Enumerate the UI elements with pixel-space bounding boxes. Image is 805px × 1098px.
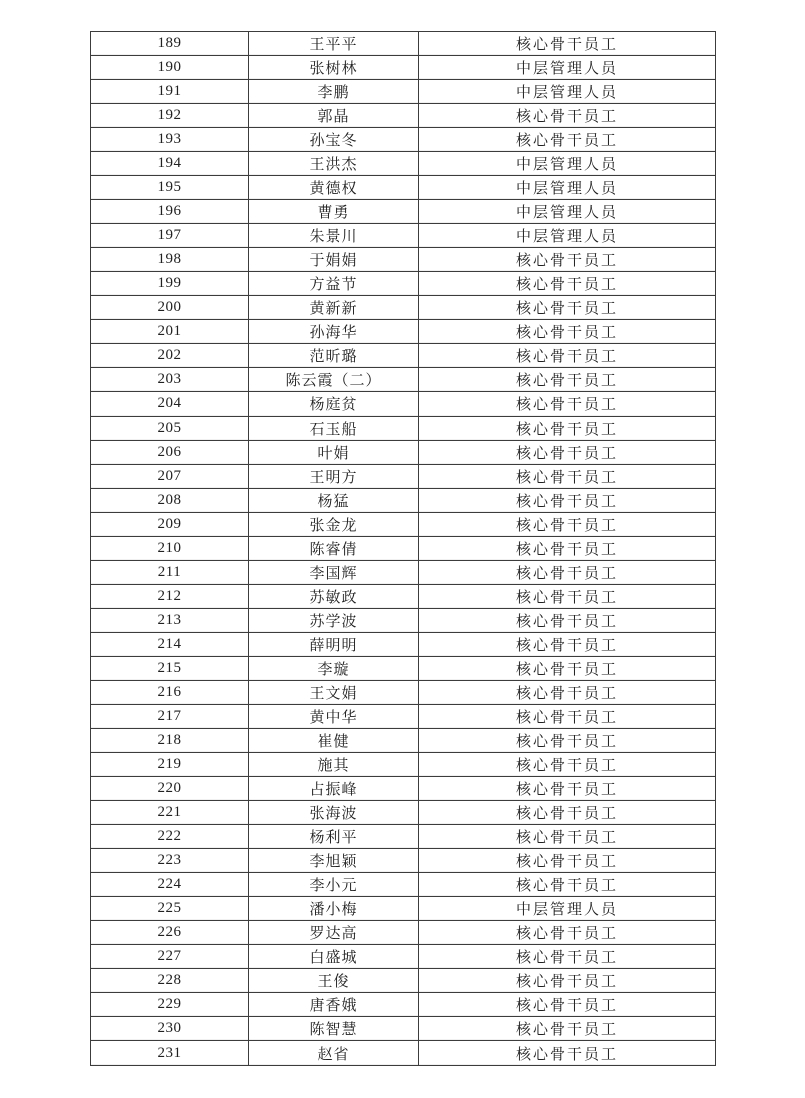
employee-name-cell: 陈睿倩 [249,536,419,560]
employee-category-cell: 中层管理人员 [419,224,716,248]
employee-name-cell: 方益节 [249,272,419,296]
employee-category-cell: 核心骨干员工 [419,849,716,873]
employee-category-cell: 核心骨干员工 [419,296,716,320]
row-number-cell: 193 [91,128,249,152]
employee-name-cell: 朱景川 [249,224,419,248]
table-row [91,200,716,224]
employee-name-cell: 张金龙 [249,512,419,536]
employee-category-cell: 中层管理人员 [419,176,716,200]
employee-category-cell: 核心骨干员工 [419,969,716,993]
row-number-cell: 206 [91,440,249,464]
employee-category-cell: 核心骨干员工 [419,320,716,344]
table-row [91,56,716,80]
employee-name-cell: 曹勇 [249,200,419,224]
row-number-cell: 199 [91,272,249,296]
table-row [91,536,716,560]
table-row [91,873,716,897]
employee-category-cell: 核心骨干员工 [419,728,716,752]
table-row [91,921,716,945]
row-number-cell: 194 [91,152,249,176]
employee-category-cell: 中层管理人员 [419,897,716,921]
employee-category-cell: 核心骨干员工 [419,464,716,488]
row-number-cell: 209 [91,512,249,536]
table-row [91,969,716,993]
table-row [91,776,716,800]
row-number-cell: 212 [91,584,249,608]
row-number-cell: 214 [91,632,249,656]
table-row [91,704,716,728]
table-row [91,320,716,344]
table-row [91,825,716,849]
table-row [91,849,716,873]
row-number-cell: 225 [91,897,249,921]
row-number-cell: 198 [91,248,249,272]
employee-name-cell: 王文娟 [249,680,419,704]
row-number-cell: 229 [91,993,249,1017]
employee-name-cell: 薛明明 [249,632,419,656]
employee-category-cell: 核心骨干员工 [419,608,716,632]
employee-name-cell: 崔健 [249,728,419,752]
row-number-cell: 223 [91,849,249,873]
employee-name-cell: 杨利平 [249,825,419,849]
employee-category-cell: 核心骨干员工 [419,584,716,608]
row-number-cell: 190 [91,56,249,80]
employee-category-cell: 核心骨干员工 [419,680,716,704]
table-row [91,945,716,969]
employee-name-cell: 罗达高 [249,921,419,945]
employee-name-cell: 黄中华 [249,704,419,728]
row-number-cell: 197 [91,224,249,248]
table-row [91,416,716,440]
table-row [91,464,716,488]
employee-name-cell: 石玉船 [249,416,419,440]
employee-category-cell: 核心骨干员工 [419,873,716,897]
employee-name-cell: 孙宝冬 [249,128,419,152]
table-row [91,176,716,200]
employee-category-cell: 中层管理人员 [419,56,716,80]
row-number-cell: 208 [91,488,249,512]
row-number-cell: 216 [91,680,249,704]
row-number-cell: 226 [91,921,249,945]
table-row [91,560,716,584]
employee-category-cell: 中层管理人员 [419,152,716,176]
employee-name-cell: 李旭颖 [249,849,419,873]
employee-category-cell: 核心骨干员工 [419,416,716,440]
table-row [91,680,716,704]
row-number-cell: 222 [91,825,249,849]
employee-name-cell: 于娟娟 [249,248,419,272]
employee-category-cell: 核心骨干员工 [419,752,716,776]
employee-name-cell: 郭晶 [249,104,419,128]
employee-name-cell: 赵省 [249,1041,419,1066]
table-row [91,224,716,248]
table-row [91,1041,716,1066]
employee-category-cell: 核心骨干员工 [419,825,716,849]
table-row [91,392,716,416]
employee-name-cell: 陈云霞（二） [249,368,419,392]
employee-category-cell: 核心骨干员工 [419,272,716,296]
employee-name-cell: 叶娟 [249,440,419,464]
employee-name-cell: 李鹏 [249,80,419,104]
employee-category-cell: 核心骨干员工 [419,1017,716,1041]
employee-name-cell: 苏敏政 [249,584,419,608]
row-number-cell: 201 [91,320,249,344]
employee-category-cell: 核心骨干员工 [419,656,716,680]
table-row [91,801,716,825]
employee-name-cell: 李小元 [249,873,419,897]
table-row [91,272,716,296]
table-row [91,296,716,320]
row-number-cell: 215 [91,656,249,680]
employee-name-cell: 潘小梅 [249,897,419,921]
table-row [91,656,716,680]
employee-name-cell: 王洪杰 [249,152,419,176]
row-number-cell: 205 [91,416,249,440]
row-number-cell: 195 [91,176,249,200]
employee-name-cell: 李国辉 [249,560,419,584]
row-number-cell: 228 [91,969,249,993]
row-number-cell: 218 [91,728,249,752]
row-number-cell: 231 [91,1041,249,1066]
table-row [91,80,716,104]
employee-name-cell: 王明方 [249,464,419,488]
employee-name-cell: 孙海华 [249,320,419,344]
employee-name-cell: 唐香娥 [249,993,419,1017]
employee-category-cell: 核心骨干员工 [419,512,716,536]
employee-name-cell: 陈智慧 [249,1017,419,1041]
employee-category-cell: 核心骨干员工 [419,945,716,969]
row-number-cell: 213 [91,608,249,632]
employee-category-cell: 核心骨干员工 [419,704,716,728]
employee-name-cell: 黄新新 [249,296,419,320]
employee-category-cell: 核心骨干员工 [419,921,716,945]
employee-name-cell: 白盛城 [249,945,419,969]
row-number-cell: 192 [91,104,249,128]
table-row [91,632,716,656]
employee-table-body [91,32,716,1066]
table-row [91,32,716,56]
employee-category-cell: 核心骨干员工 [419,560,716,584]
employee-category-cell: 核心骨干员工 [419,776,716,800]
row-number-cell: 203 [91,368,249,392]
table-row [91,897,716,921]
row-number-cell: 217 [91,704,249,728]
employee-name-cell: 张海波 [249,801,419,825]
table-row [91,440,716,464]
employee-table [90,31,716,1066]
employee-name-cell: 杨庭贫 [249,392,419,416]
employee-name-cell: 占振峰 [249,776,419,800]
row-number-cell: 221 [91,801,249,825]
employee-category-cell: 核心骨干员工 [419,104,716,128]
employee-category-cell: 核心骨干员工 [419,536,716,560]
table-row [91,344,716,368]
table-row [91,752,716,776]
employee-name-cell: 苏学波 [249,608,419,632]
row-number-cell: 219 [91,752,249,776]
row-number-cell: 191 [91,80,249,104]
table-row [91,488,716,512]
employee-category-cell: 核心骨干员工 [419,128,716,152]
employee-category-cell: 核心骨干员工 [419,1041,716,1066]
row-number-cell: 227 [91,945,249,969]
employee-name-cell: 张树林 [249,56,419,80]
row-number-cell: 200 [91,296,249,320]
row-number-cell: 189 [91,32,249,56]
row-number-cell: 207 [91,464,249,488]
employee-name-cell: 李璇 [249,656,419,680]
table-row [91,248,716,272]
row-number-cell: 230 [91,1017,249,1041]
row-number-cell: 204 [91,392,249,416]
row-number-cell: 224 [91,873,249,897]
table-row [91,512,716,536]
table-row [91,584,716,608]
employee-category-cell: 核心骨干员工 [419,801,716,825]
table-row [91,152,716,176]
employee-category-cell: 中层管理人员 [419,80,716,104]
employee-category-cell: 核心骨干员工 [419,993,716,1017]
employee-name-cell: 王俊 [249,969,419,993]
employee-name-cell: 杨猛 [249,488,419,512]
table-row [91,993,716,1017]
table-row [91,1017,716,1041]
table-row [91,728,716,752]
table-row [91,104,716,128]
row-number-cell: 210 [91,536,249,560]
employee-name-cell: 范昕璐 [249,344,419,368]
table-row [91,128,716,152]
table-row [91,608,716,632]
employee-category-cell: 核心骨干员工 [419,392,716,416]
employee-name-cell: 施其 [249,752,419,776]
employee-category-cell: 核心骨干员工 [419,440,716,464]
employee-category-cell: 核心骨干员工 [419,32,716,56]
employee-name-cell: 黄德权 [249,176,419,200]
employee-category-cell: 核心骨干员工 [419,248,716,272]
table-row [91,368,716,392]
employee-category-cell: 核心骨干员工 [419,368,716,392]
row-number-cell: 211 [91,560,249,584]
employee-category-cell: 核心骨干员工 [419,632,716,656]
employee-category-cell: 核心骨干员工 [419,344,716,368]
row-number-cell: 196 [91,200,249,224]
employee-name-cell: 王平平 [249,32,419,56]
employee-category-cell: 中层管理人员 [419,200,716,224]
row-number-cell: 202 [91,344,249,368]
row-number-cell: 220 [91,776,249,800]
employee-category-cell: 核心骨干员工 [419,488,716,512]
